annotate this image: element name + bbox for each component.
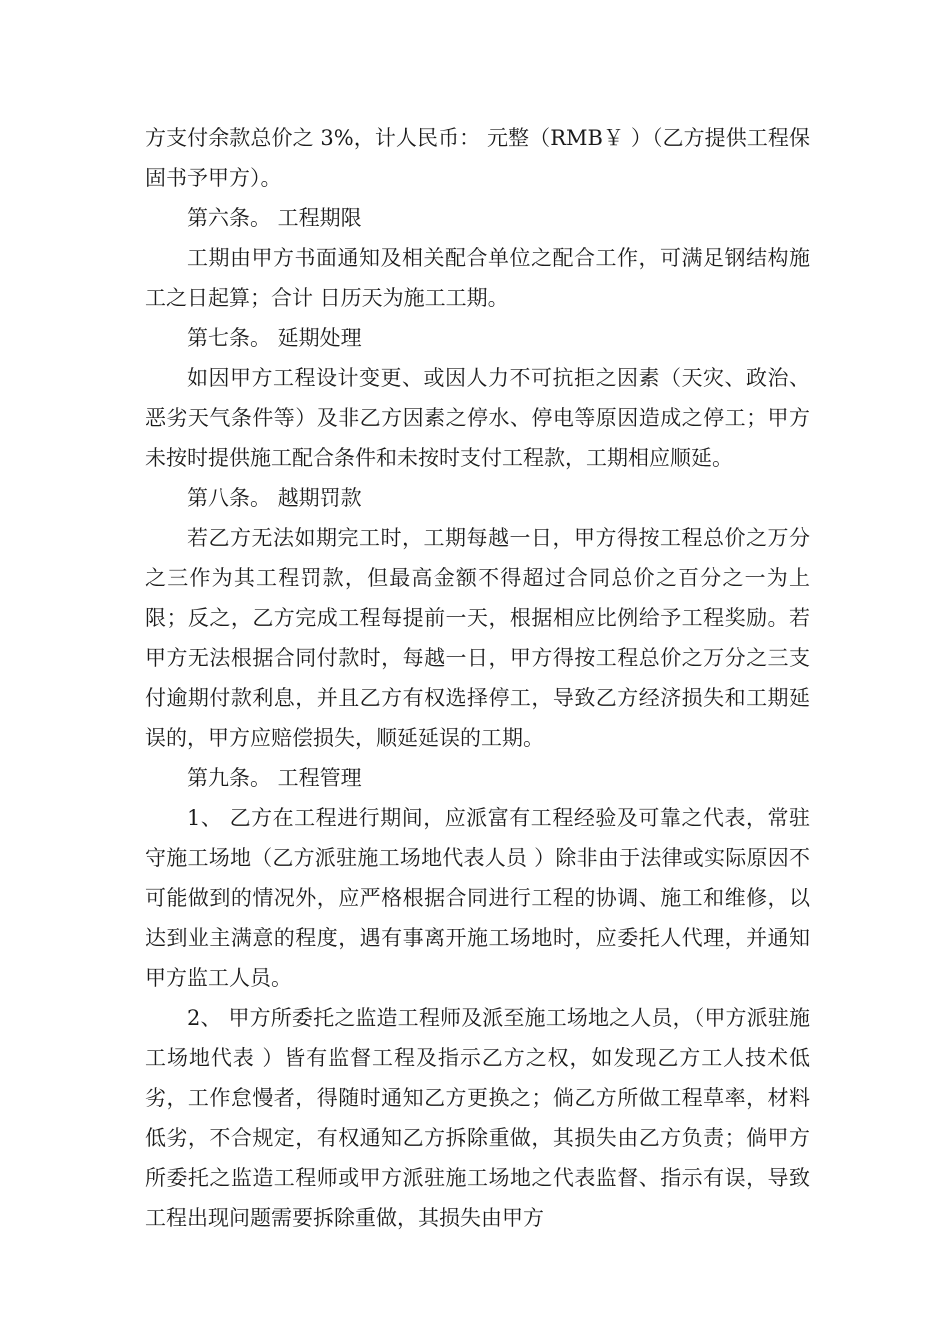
paragraph-construction-period: 工期由甲方书面通知及相关配合单位之配合工作，可满足钢结构施工之日起算；合计 日历天为施工工期。	[145, 246, 810, 310]
paragraph-delay-handling: 如因甲方工程设计变更、或因人力不可抗拒之因素（天灾、政治、恶劣天气条件等）及非乙方因素之停水、停电等原因造成之停工；甲方未按时提供施工配合条件和未按时支付工程款，工期相应顺延。	[145, 366, 810, 470]
document-body	[145, 118, 810, 1238]
heading-article-8: 第八条。 越期罚款	[187, 486, 362, 510]
paragraph-management-item-1: 1、 乙方在工程进行期间，应派富有工程经验及可靠之代表，常驻守施工场地（乙方派驻施工场地代表人员 ）除非由于法律或实际原因不可能做到的情况外，应严格根据合同进行工程的协调、施工和维修，以达到业主满意的程度，遇有事离开施工场地时，应委托人代理，并通知甲方监工人员。	[145, 806, 810, 990]
paragraph-management-item-2: 2、 甲方所委托之监造工程师及派至施工场地之人员，（甲方派驻施工场地代表 ）皆有监督工程及指示乙方之权，如发现乙方工人技术低劣，工作怠慢者，得随时通知乙方更换之；倘乙方所做工程草率，材料低劣，不合规定，有权通知乙方拆除重做，其损失由乙方负责；倘甲方所委托之监造工程师或甲方派驻施工场地之代表监督、指示有误，导致工程出现问题需要拆除重做，其损失由甲方	[145, 1006, 810, 1230]
paragraph-payment-balance: 方支付余款总价之 3%，计人民币： 元整（RMB￥ ）（乙方提供工程保固书予甲方）。	[145, 126, 810, 190]
paragraph-overdue-penalty: 若乙方无法如期完工时，工期每越一日，甲方得按工程总价之万分之三作为其工程罚款，但最高金额不得超过合同总价之百分之一为上限；反之，乙方完成工程每提前一天，根据相应比例给予工程奖励。若甲方无法根据合同付款时，每越一日，甲方得按工程总价之万分之三支付逾期付款利息，并且乙方有权选择停工，导致乙方经济损失和工期延误的，甲方应赔偿损失，顺延延误的工期。	[145, 526, 810, 750]
heading-article-6: 第六条。 工程期限	[187, 206, 362, 230]
heading-article-7: 第七条。 延期处理	[187, 326, 362, 350]
heading-article-9: 第九条。 工程管理	[187, 766, 362, 790]
